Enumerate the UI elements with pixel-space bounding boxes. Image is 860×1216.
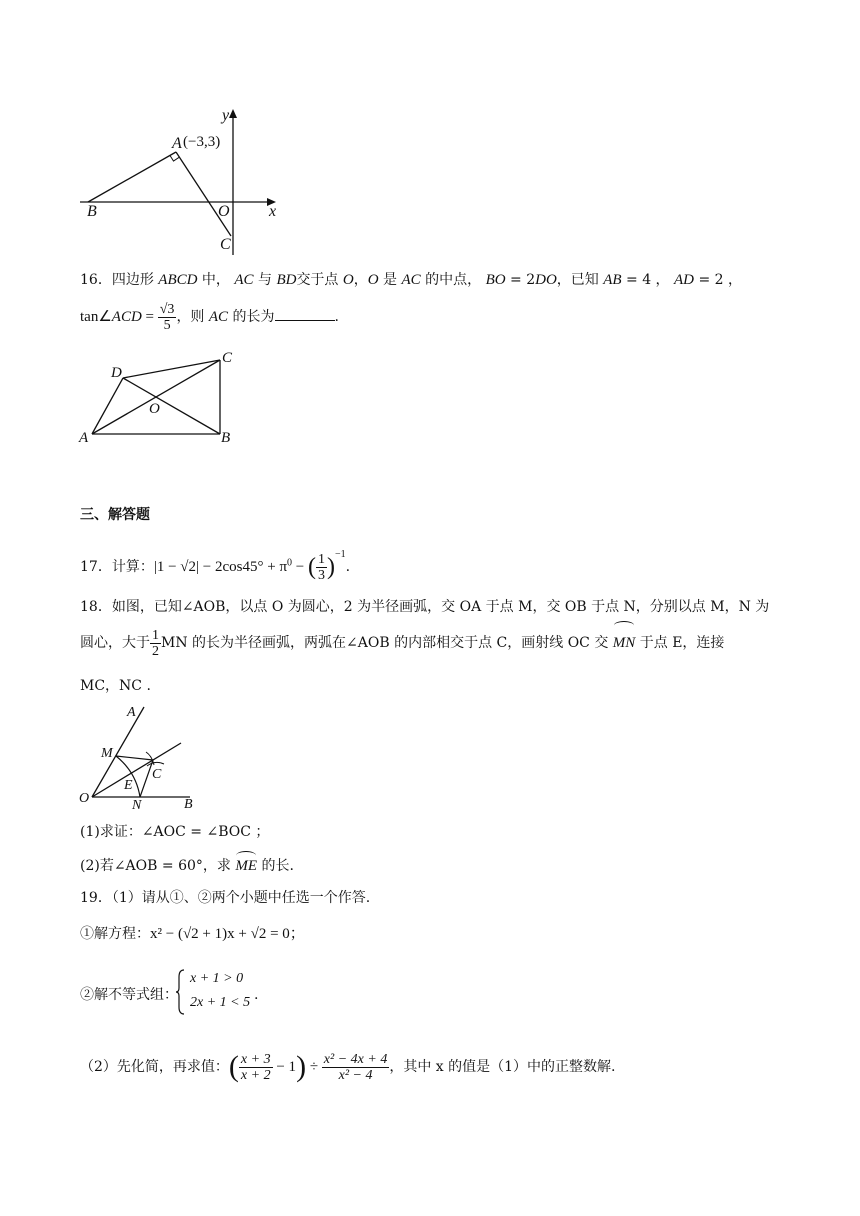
math-variable: BD xyxy=(276,272,297,288)
text-segment: 的中点， xyxy=(420,272,486,288)
inequality-1: x + 1 > 0 xyxy=(190,971,244,986)
text-segment: = 2 xyxy=(505,272,536,288)
fraction-numerator: 1 xyxy=(152,627,159,643)
point-a-coordinate: (−3,3) xyxy=(183,134,221,150)
question-16-number: 16． xyxy=(80,272,112,288)
text-segment: = 2 ， xyxy=(694,272,743,288)
exponent-minus-one: −1 xyxy=(334,549,346,560)
point-b-label: B xyxy=(184,797,193,812)
question-19-line-1 xyxy=(80,888,370,908)
question-18-text-1: 如图，已知∠AOB，以点 O 为圆心，2 为半径画弧，交 OA 于点 M，交 OB 于点 N，分别以点 M，N 为 xyxy=(111,599,770,615)
question-19-text-1: （1）请从①、②两个小题中任选一个作答. xyxy=(111,890,371,906)
point-n-label: N xyxy=(132,798,142,812)
arc-me: ME xyxy=(235,858,258,874)
section-3-title: 三、解答题 xyxy=(80,507,150,523)
exponent-zero: 0 xyxy=(287,557,293,569)
point-e-label: E xyxy=(124,778,133,793)
origin-label: O xyxy=(218,203,230,220)
question-16-var: AC xyxy=(208,309,229,325)
fraction-quadratics xyxy=(322,1052,390,1083)
fraction-denominator: 3 xyxy=(317,567,325,583)
question-19-part-2: （2）先化简，再求值：( $\frac{x + 3}{x + 2}$ − 1) ÷ $\frac{\text{x² − 4x + 4}}{\text{x² − 4}}$ ，其中 x 的值是（1）中的正整数解. xyxy=(80,1050,616,1083)
point-a-label: A xyxy=(172,135,182,152)
fraction-numerator: x² − 4x + 4 xyxy=(323,1051,388,1067)
text-segment: 中， xyxy=(197,272,235,288)
part-2-lead: （2）先化简，再求值： xyxy=(80,1059,229,1075)
point-c-label: C xyxy=(220,236,231,253)
text-segment: 四边形 xyxy=(111,272,159,288)
equation-lead: ①解方程： xyxy=(80,926,150,942)
math-variable: AC xyxy=(401,272,421,288)
question-17-lead: 计算： xyxy=(111,559,154,575)
minus-one: − 1 xyxy=(272,1059,297,1075)
question-17: 17．计算：$|1 - √2| - 2\cos 45^\circ + \pi^0$ − ( $\frac{1}{3}$ )$^{-1}$. xyxy=(80,549,351,583)
y-axis-label: y xyxy=(222,107,230,124)
question-18-number: 18． xyxy=(80,599,112,615)
fraction-numerator: √3 xyxy=(159,301,175,317)
fraction-denominator: 2 xyxy=(152,643,159,659)
question-16-end: . xyxy=(334,309,339,325)
divide-sign: ÷ xyxy=(306,1059,322,1075)
question-18-line-1 xyxy=(80,597,769,617)
system-brace xyxy=(176,969,186,1015)
question-18-part-2-text-a: (2)若∠AOB = 60°，求 xyxy=(80,858,236,874)
fraction-numerator: 1 xyxy=(317,551,325,567)
math-variable: DO xyxy=(535,272,557,288)
tan-prefix: tan∠ xyxy=(80,309,112,325)
expression-part-a: |1 − √2| − 2cos45° + π xyxy=(153,559,288,575)
question-18-line-3: MC，NC . xyxy=(80,678,151,694)
answer-blank[interactable] xyxy=(275,306,335,321)
fraction-x3-over-x2 xyxy=(239,1052,273,1083)
question-19-inequality-lead: ②解不等式组： xyxy=(80,987,178,1003)
x-axis-label: x xyxy=(269,203,277,220)
question-17-end: . xyxy=(345,559,351,575)
question-16-text xyxy=(112,272,742,288)
math-variable: O xyxy=(342,272,354,288)
question-16-text-a: ，则 xyxy=(176,309,209,325)
fraction-denominator: x² − 4 xyxy=(338,1067,373,1083)
question-18-text-2c: 于点 E，连接 xyxy=(635,635,725,651)
point-o-label: O xyxy=(79,791,90,806)
arc-mn: MN xyxy=(613,626,636,660)
question-16-text-b: 的长为 xyxy=(228,309,275,325)
part-2-tail: ，其中 x 的值是（1）中的正整数解. xyxy=(389,1059,616,1075)
tan-equals: = xyxy=(141,309,158,325)
text-segment: = 4 ， xyxy=(621,272,675,288)
figure-18-angle-construction xyxy=(75,700,205,812)
point-a-label: A xyxy=(79,430,89,446)
question-17-number: 17． xyxy=(80,559,112,575)
question-18-text-2a: 圆心，大于 xyxy=(80,635,150,651)
math-variable: AD xyxy=(674,272,695,288)
text-segment: 交于点 xyxy=(296,272,343,288)
text-segment: ， xyxy=(353,272,368,288)
question-18-line-2 xyxy=(80,626,724,660)
point-b-label: B xyxy=(87,203,97,220)
math-variable: O xyxy=(367,272,379,288)
figure-15-coordinate-diagram xyxy=(70,100,300,265)
equation-expression: x² − (√2 + 1)x + √2 = 0； xyxy=(150,926,305,942)
point-d-label: D xyxy=(111,365,122,381)
one-third-fraction xyxy=(316,552,327,583)
expression-minus: − xyxy=(292,559,308,575)
point-a-label: A xyxy=(127,705,136,720)
question-18-part-2-text-b: 的长. xyxy=(257,858,294,874)
point-m-label: M xyxy=(101,746,113,761)
text-segment: 是 xyxy=(378,272,402,288)
math-variable: AB xyxy=(603,272,622,288)
point-c-label: C xyxy=(222,350,233,366)
question-19-equation xyxy=(80,924,305,944)
question-18-part-1: (1)求证：∠AOC = ∠BOC ； xyxy=(80,824,270,840)
text-segment: ，已知 xyxy=(556,272,604,288)
text-segment: 与 xyxy=(253,272,277,288)
tan-value-fraction xyxy=(158,302,177,333)
inequality-end: . xyxy=(254,987,259,1003)
inequality-2: 2x + 1 < 5 xyxy=(190,995,251,1010)
math-variable: BO xyxy=(485,272,506,288)
question-16-line-1 xyxy=(80,270,742,290)
point-c-label: C xyxy=(152,767,162,782)
tan-angle: ACD xyxy=(111,309,142,325)
fraction-denominator: 5 xyxy=(163,317,171,333)
fraction-denominator: x + 2 xyxy=(240,1067,271,1083)
fraction-numerator: x + 3 xyxy=(240,1051,271,1067)
question-18-part-2 xyxy=(80,856,294,876)
point-o-label: O xyxy=(149,401,160,417)
one-half-fraction xyxy=(150,628,161,659)
question-19-number: 19． xyxy=(80,890,112,906)
question-16-line-2 xyxy=(80,300,339,334)
figure-16-quadrilateral xyxy=(75,345,245,450)
math-variable: ABCD xyxy=(158,272,198,288)
question-18-text-2b: MN 的长为半径画弧，两弧在∠AOB 的内部相交于点 C，画射线 OC 交 xyxy=(161,635,613,651)
point-b-label: B xyxy=(221,430,231,446)
math-variable: AC xyxy=(234,272,254,288)
